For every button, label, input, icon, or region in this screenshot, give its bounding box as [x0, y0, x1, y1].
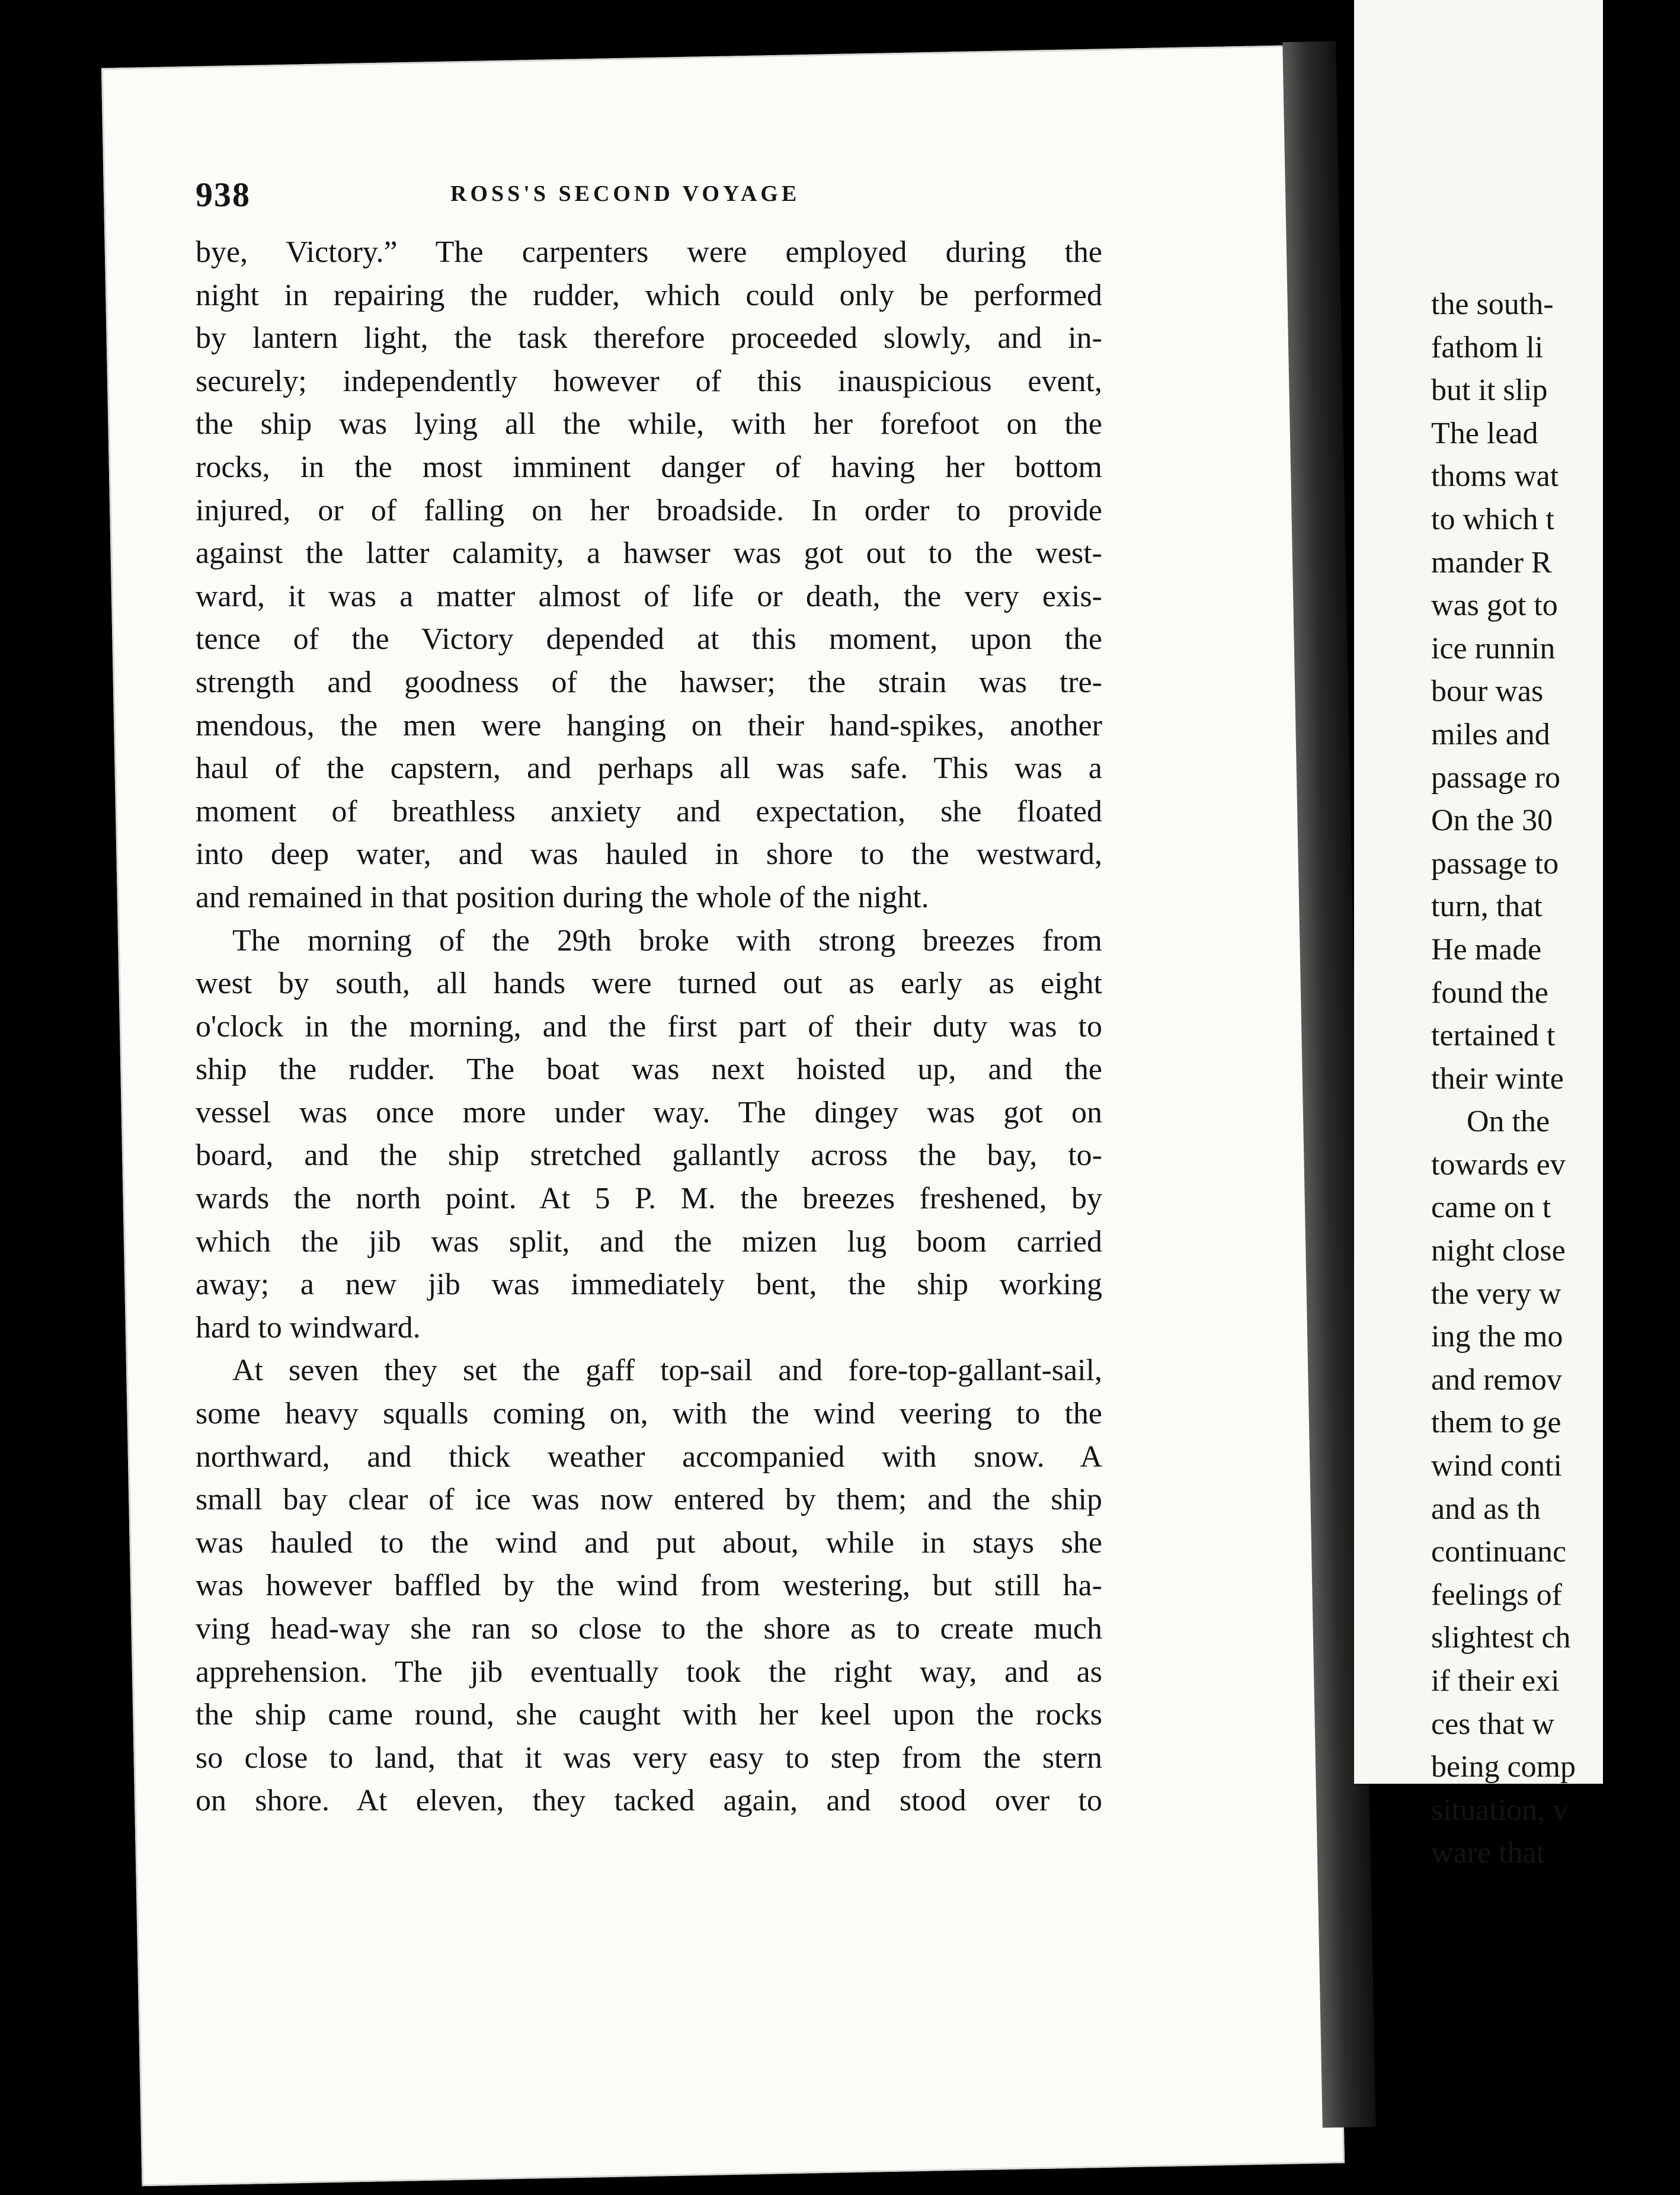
right-page-line: passage to: [1431, 846, 1559, 881]
text-line: wards the north point. At 5 P. M. the breezes freshened, by: [196, 1182, 1102, 1216]
text-line: away; a new jib was immediately bent, the ship working: [196, 1268, 1102, 1302]
right-page-line: and as th: [1431, 1492, 1541, 1526]
right-page-line: He made: [1431, 932, 1542, 967]
right-page-line: ware that: [1431, 1836, 1545, 1870]
right-page-line: The lead: [1431, 416, 1538, 450]
right-page-line: them to ge: [1431, 1406, 1561, 1440]
right-page-line: feelings of: [1431, 1578, 1562, 1612]
text-line: into deep water, and was hauled in shore to the westward,: [196, 837, 1102, 872]
text-line: on shore. At eleven, they tacked again, and stood over to: [196, 1784, 1102, 1818]
right-page-line: situation, v: [1431, 1793, 1569, 1827]
right-page-line: continuanc: [1431, 1535, 1567, 1569]
right-page-line: On the 30: [1431, 804, 1553, 838]
text-line: which the jib was split, and the mizen lug boom carried: [196, 1224, 1102, 1259]
text-line: the ship was lying all the while, with her forefoot on the: [196, 407, 1102, 441]
text-line: was however baffled by the wind from westering, but still ha-: [196, 1569, 1102, 1603]
right-page-line: if their exi: [1431, 1664, 1560, 1698]
text-line: moment of breathless anxiety and expectation, she floated: [196, 794, 1102, 828]
text-line: against the latter calamity, a hawser was got out to the west-: [196, 536, 1102, 571]
running-head: ROSS'S SECOND VOYAGE: [450, 181, 801, 206]
right-page-line: and remov: [1431, 1362, 1562, 1397]
right-page-text: [1431, 283, 1680, 1875]
right-page-line: was got to: [1431, 588, 1558, 623]
text-line: some heavy squalls coming on, with the wind veering to the: [196, 1397, 1102, 1431]
right-page-line: towards ev: [1431, 1147, 1566, 1182]
right-page-line: ice runnin: [1431, 631, 1556, 665]
right-page-line: On the: [1467, 1105, 1550, 1139]
text-line: rocks, in the most imminent danger of having her bottom: [196, 450, 1102, 484]
right-page-line: ces that w: [1431, 1707, 1554, 1741]
right-page-line: to which t: [1431, 502, 1554, 536]
right-page-line: fathom li: [1431, 330, 1544, 364]
text-line: bye, Victory.” The carpenters were employed during the: [196, 235, 1102, 269]
right-page-line: miles and: [1431, 717, 1550, 751]
text-line: hard to windward.: [196, 1310, 421, 1345]
text-line: by lantern light, the task therefore proceeded slowly, and in-: [196, 321, 1102, 356]
right-page-line: turn, that: [1431, 889, 1543, 924]
text-line: haul of the capstern, and perhaps all was safe. This was a: [196, 751, 1102, 786]
right-page-line: their winte: [1431, 1061, 1564, 1096]
text-line: and remained in that position during the whole of the night.: [196, 880, 929, 914]
text-line: mendous, the men were hanging on their hand-spikes, another: [196, 708, 1102, 743]
text-line: tence of the Victory depended at this moment, upon the: [196, 622, 1102, 657]
text-line: ward, it was a matter almost of life or death, the very exis-: [196, 579, 1102, 613]
text-line: vessel was once more under way. The dingey was got on: [196, 1095, 1102, 1130]
text-line: small bay clear of ice was now entered by them; and the ship: [196, 1483, 1102, 1517]
text-line: ship the rudder. The boat was next hoisted up, and the: [196, 1052, 1102, 1087]
text-line: injured, or of falling on her broadside. In order to provide: [196, 493, 1102, 527]
text-line: apprehension. The jib eventually took the right way, and as: [196, 1655, 1102, 1689]
text-line: was hauled to the wind and put about, while in stays she: [196, 1525, 1102, 1560]
right-page-line: mander R: [1431, 545, 1552, 580]
text-line: so close to land, that it was very easy to step from the stern: [196, 1740, 1102, 1775]
text-line: o'clock in the morning, and the first part of their duty was to: [196, 1009, 1102, 1044]
text-line: the ship came round, she caught with her keel upon the rocks: [196, 1698, 1102, 1732]
text-line: west by south, all hands were turned out as early as eight: [196, 967, 1102, 1001]
text-line: board, and the ship stretched gallantly across the bay, to-: [196, 1138, 1102, 1173]
right-page-line: wind conti: [1431, 1449, 1562, 1483]
text-line: strength and goodness of the hawser; the strain was tre-: [196, 665, 1102, 699]
text-line: securely; independently however of this inauspicious event,: [196, 364, 1102, 398]
right-page-line: night close: [1431, 1234, 1566, 1268]
page-header: [196, 175, 1102, 222]
right-page-line: the south-: [1431, 287, 1554, 321]
text-line: The morning of the 29th broke with strong breezes from: [232, 923, 1102, 958]
right-page-line: slightest ch: [1431, 1621, 1571, 1655]
right-page-line: came on t: [1431, 1191, 1551, 1225]
right-page: [1354, 0, 1603, 1870]
right-page-line: the very w: [1431, 1276, 1561, 1311]
right-page-line: passage ro: [1431, 760, 1561, 795]
right-page-line: thoms wat: [1431, 459, 1559, 494]
text-line: night in repairing the rudder, which could only be performed: [196, 278, 1102, 312]
text-line: northward, and thick weather accompanied with snow. A: [196, 1439, 1102, 1474]
right-page-line: tertained t: [1431, 1019, 1556, 1053]
body-text: [196, 231, 1102, 1997]
right-page-line: found the: [1431, 975, 1548, 1010]
text-line: ving head-way she ran so close to the shore as to create much: [196, 1612, 1102, 1646]
right-page-line: ing the mo: [1431, 1320, 1563, 1354]
page-number: 938: [196, 175, 251, 214]
text-line: At seven they set the gaff top-sail and fore-top-gallant-sail,: [232, 1354, 1102, 1388]
right-page-line: but it slip: [1431, 373, 1548, 408]
right-page-line: bour was: [1431, 674, 1544, 709]
right-page-line: being comp: [1431, 1750, 1576, 1784]
